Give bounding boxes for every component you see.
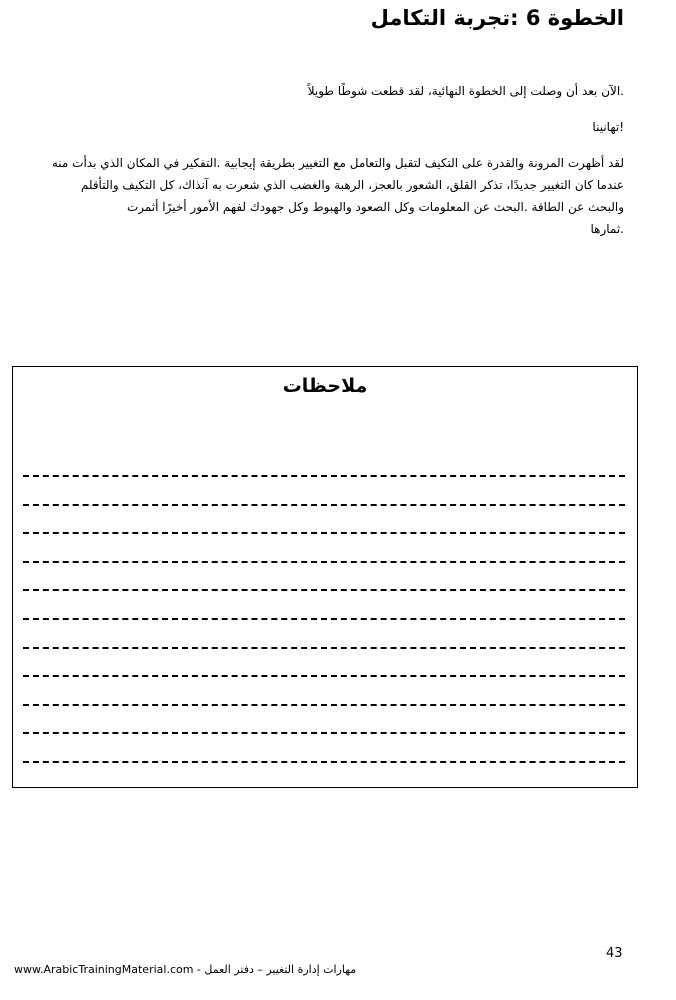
- notes-line: [23, 675, 625, 677]
- page-title: الخطوة 6 :تجربة التكامل: [370, 6, 624, 30]
- notes-line: [23, 618, 625, 620]
- notes-title: ملاحظات: [282, 375, 368, 397]
- body-line: .ثمارها: [590, 222, 624, 236]
- intro-paragraph: .الآن بعد أن وصلت إلى الخطوة النهائية، لقد قطعت شوطًا طويلاً: [307, 84, 624, 98]
- footer-text: www.ArabicTrainingMaterial.com - مهارات إدارة التغيير – دفتر العمل: [14, 963, 357, 976]
- body-paragraph: [34, 152, 624, 240]
- notes-line: [23, 589, 625, 591]
- notes-line: [23, 704, 625, 706]
- notes-line: [23, 504, 625, 506]
- notes-line: [23, 732, 625, 734]
- notes-line: [23, 647, 625, 649]
- body-line: والبحث عن الطاقة .البحث عن المعلومات وكل الصعود والهبوط وكل جهودك لفهم الأمور أخيرًا أثمرت: [126, 200, 624, 214]
- notes-line: [23, 561, 625, 563]
- notes-line: [23, 761, 625, 763]
- notes-line: [23, 532, 625, 534]
- body-line: عندما كان التغيير جديدًا، تذكر القلق، الشعور بالعجز، الرهبة والغضب الذي شعرت به آنذاك، كل التكيف والتأقلم: [80, 178, 624, 192]
- body-line: لقد أظهرت المرونة والقدرة على التكيف لتقبل والتعامل مع التغيير بطريقة إيجابية .التفكير في المكان الذي بدأت منه: [51, 156, 624, 170]
- notes-line: [23, 475, 625, 477]
- notes-box: [12, 366, 638, 788]
- page-number: 43: [606, 946, 623, 961]
- greeting-text: !تهانينا: [592, 120, 624, 134]
